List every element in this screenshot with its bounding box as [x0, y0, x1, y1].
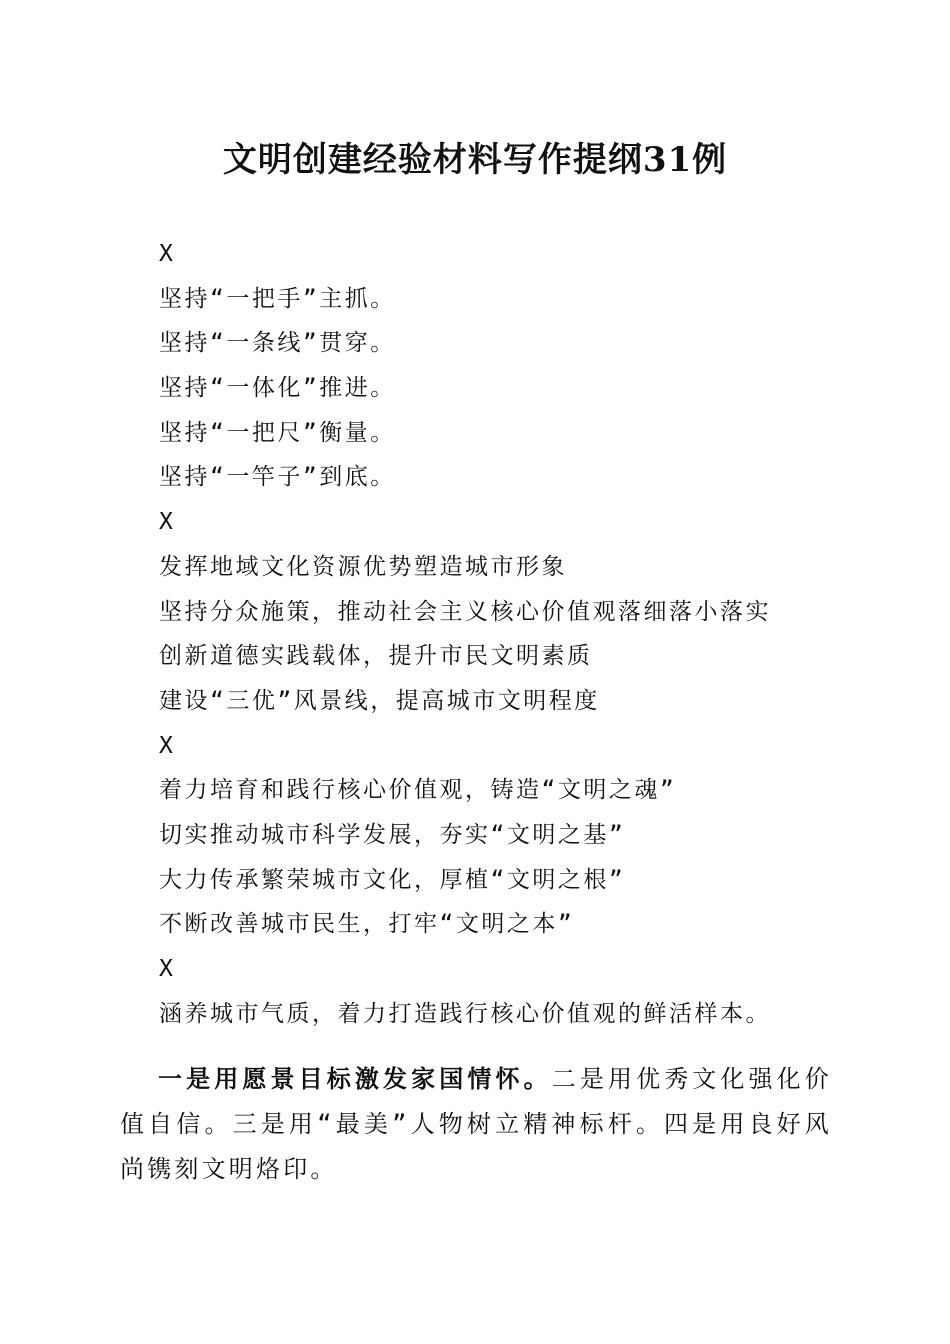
- outline-item: 坚持分众施策，推动社会主义核心价值观落细落小落实: [159, 598, 771, 625]
- outline-item: 大力传承繁荣城市文化，厚植“文明之根”: [159, 866, 626, 893]
- document-title: 文明创建经验材料写作提纲31例: [222, 140, 728, 180]
- outline-item: 不断改善城市民生，打牢“文明之本”: [159, 911, 575, 938]
- outline-item: 涵养城市气质，着力打造践行核心价值观的鲜活样本。: [159, 1000, 771, 1027]
- section-marker: X: [159, 956, 176, 982]
- outline-item: 发挥地域文化资源优势塑造城市形象: [159, 553, 567, 580]
- closing-paragraph: [120, 1057, 832, 1192]
- closing-rest: 二是用优秀文化强化价值自信。三是用“最美”人物树立精神标杆。四是用良好风尚镌刻文明烙印。: [120, 1065, 832, 1183]
- outline-item: 坚持“一条线”贯穿。: [159, 330, 396, 357]
- outline-item: 切实推动城市科学发展，夯实“文明之基”: [159, 821, 626, 848]
- section-marker: X: [159, 509, 176, 536]
- closing-lead: 一是用愿景目标激发家国情怀。: [158, 1065, 552, 1093]
- section-marker: X: [159, 241, 176, 267]
- outline-item: 着力培育和践行核心价值观，铸造“文明之魂”: [159, 777, 677, 804]
- outline-item: 坚持“一把手”主抓。: [159, 285, 396, 312]
- outline-item: 建设“三优”风景线，提高城市文明程度: [159, 687, 600, 714]
- outline-list: [159, 232, 859, 1036]
- outline-item: 创新道德实践载体，提升市民文明素质: [159, 643, 593, 670]
- outline-item: 坚持“一竿子”到底。: [159, 464, 396, 491]
- section-marker: X: [159, 732, 176, 759]
- outline-item: 坚持“一把尺”衡量。: [159, 419, 396, 446]
- outline-item: 坚持“一体化”推进。: [159, 375, 396, 402]
